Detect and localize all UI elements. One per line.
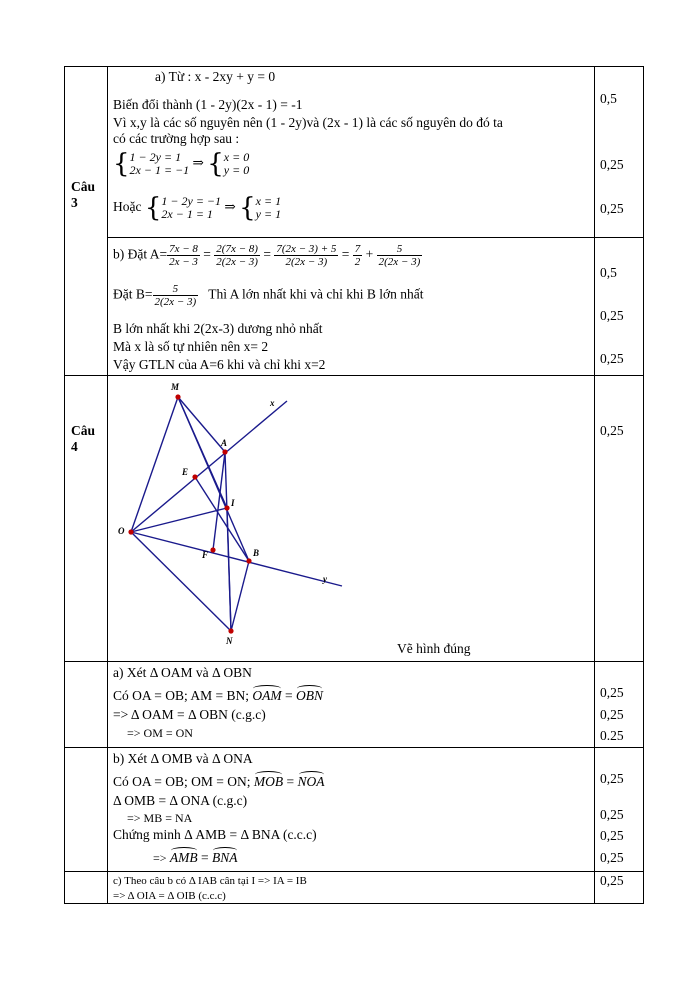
segment-eb [195,477,249,561]
answer-table [64,66,644,904]
segment-on [131,532,231,631]
point-i [224,505,229,510]
point-e [192,474,197,479]
point-f [210,547,215,552]
cau4c-line1: c) Theo câu b có Δ IAB cân tại I => IA = IB [113,875,307,887]
row-divider-3a-3b [107,237,643,238]
label-f: F [202,550,209,560]
row-divider-4a-4b [65,747,643,748]
cau4a-line1: a) Xét Δ OAM và Δ OBN [113,665,252,680]
score-3a-2: 0,25 [600,157,624,172]
label-o: O [118,526,125,536]
cau3b-formula-a: b) Đặt A= $\frac{7x - 8}{2x - 3}$ = $\frac{2(7x - 8)}{2(2x - 3)}$ = $\frac{7(2x - 3) + 5}{2(2x - 3)}$ = $\frac{7}{2}$ + $\frac{5}{2(2x - 3)}$ [113,243,421,268]
column-divider-right [594,67,595,903]
cau4b-line6: => AMB = BNA [153,847,238,866]
score-4a-3: 0.25 [600,728,624,743]
cau3b-line4: Mà x là số tự nhiên nên x= 2 [113,339,269,354]
cau4b-line5: Chứng minh Δ AMB = Δ BNA (c.c.c) [113,827,317,842]
figure-points [128,394,251,633]
cau4b-line1: b) Xét Δ OMB và Δ ONA [113,751,253,766]
cau3-label: Câu 3 [71,179,96,210]
segment-ma [178,397,228,452]
cau3b-formula-b: Đặt B= $\frac{5}{2(2x - 3)}$ Thì A lớn nhất khi và chỉ khi B lớn nhất [113,283,424,308]
segment-nb [231,561,249,631]
score-4b-1: 0,25 [600,771,624,786]
cau3a-line1: a) Từ : x - 2xy + y = 0 [155,69,276,84]
cau3a-case2: Hoặc {1 − 2y = −1 2x − 1 = 1 ⇒ {x = 1 y = 1 [113,193,282,223]
cau4b-line3: Δ OMB = Δ ONA (c.g.c) [113,793,248,808]
score-4b-3: 0,25 [600,828,624,843]
score-3b-2: 0,25 [600,308,624,323]
score-3a-3: 0,25 [600,201,624,216]
label-a: A [221,438,228,448]
label-m: M [171,382,180,392]
figure-lines [131,397,342,631]
score-4-figure: 0,25 [600,423,624,438]
ray-oy [131,532,342,586]
score-4b-4: 0,25 [600,850,624,865]
cau4b-line2: Có OA = OB; OM = ON; MOB = NOA [113,771,325,790]
row-divider-figure-4a [65,661,643,662]
point-m [175,394,180,399]
label-i: I [231,498,235,508]
cau3b-line3: B lớn nhất khi 2(2x-3) dương nhỏ nhất [113,321,323,336]
cau3b-line5: Vậy GTLN của A=6 khi và chỉ khi x=2 [113,357,326,372]
cau4a-line4: => OM = ON [127,726,193,740]
cau3a-line2: Biến đổi thành (1 - 2y)(2x - 1) = -1 [113,97,303,112]
row-divider-4b-4c [65,871,643,872]
label-n: N [226,636,233,646]
point-a [222,449,227,454]
score-4a-1: 0,25 [600,685,624,700]
cau4c-line2: => Δ OIA = Δ OIB (c.c.c) [113,890,226,902]
point-o [128,529,133,534]
label-x: x [270,398,275,408]
cau4a-line2: Có OA = OB; AM = BN; OAM = OBN [113,685,323,704]
label-b: B [253,548,260,558]
cau3a-line3: Vì x,y là các số nguyên nên (1 - 2y)và (2x - 1) là các số nguyên do đó ta [113,115,503,130]
score-3b-1: 0,5 [600,265,617,280]
score-3b-3: 0,25 [600,351,624,366]
cau3a-case1: {1 − 2y = 1 2x − 1 = −1 ⇒ {x = 0 y = 0 [113,149,250,179]
point-b [246,558,251,563]
point-n [228,628,233,633]
score-4c: 0,25 [600,873,624,888]
score-3a-1: 0,5 [600,91,617,106]
label-e: E [182,467,189,477]
score-4b-2: 0,25 [600,807,624,822]
score-4a-2: 0,25 [600,707,624,722]
cau4a-line3: => Δ OAM = Δ OBN (c.g.c) [113,707,266,722]
geometry-figure [107,376,594,661]
cau4b-line4: => MB = NA [127,811,193,825]
cau3a-line4: có các trường hợp sau : [113,131,240,146]
cau4-label: Câu 4 [71,423,96,454]
label-y: y [323,574,327,584]
figure-caption: Vẽ hình đúng [397,641,471,656]
